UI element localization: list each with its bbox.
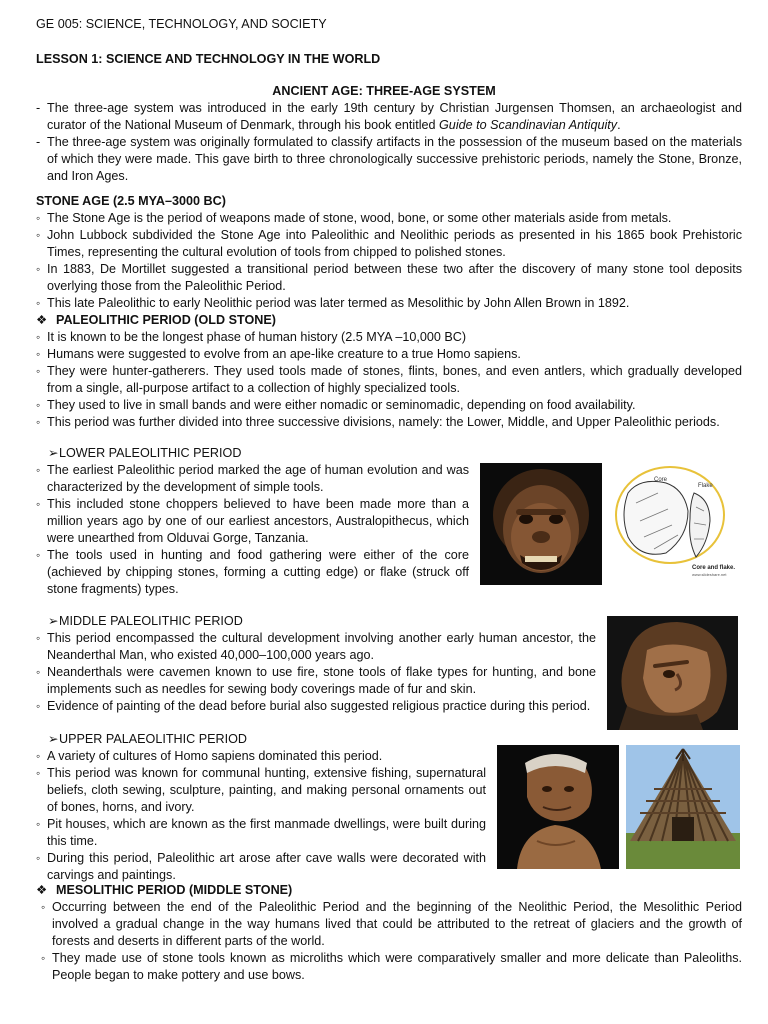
lower-paleolithic-section [36,445,469,598]
diamond-bullet-icon: ❖ [36,313,48,327]
mesolithic-section [36,882,742,984]
paleo-bullet-1: ◦ It is known to be the longest phase of human history (2.5 MYA –10,000 BC) [36,329,742,346]
paleo-bullet-4: ◦ They used to live in small bands and were either nomadic or seminomadic, depending on food availability. [36,397,742,414]
lesson-title: LESSON 1: SCIENCE AND TECHNOLOGY IN THE WORLD [36,52,381,66]
arrow-bullet-icon: ➢ [48,446,59,460]
ancient-bullet-1: - The three-age system was introduced in the early 19th century by Christian Jurgensen Thomsen, an archaeologist and curator of the National Museum of Denmark, through his book entitled Guide to Scandinavian Antiquity. [36,100,742,134]
neanderthal-photo [607,616,738,730]
middle-paleolithic-heading: ➢MIDDLE PALEOLITHIC PERIOD [48,614,243,628]
lower-bullet-2: ◦ This included stone choppers believed to have been made more than a million years ago by one of our earliest ancestors, Australopithecus, which were unearthed from Olduvai Gorge, Tanzania. [36,496,469,547]
middle-bullet-2: ◦ Neanderthals were cavemen known to use fire, stone tools of flake types for hunting, and bone implements such as needles for sewing body coverings made of fur and skin. [36,664,596,698]
stone-bullet-4: ◦ This late Paleolithic to early Neolithic period was later termed as Mesolithic by John Allen Brown in 1892. [36,295,742,312]
middle-bullet-3: ◦ Evidence of painting of the dead before burial also suggested religious practice during this period. [36,698,596,715]
arrow-bullet-icon: ➢ [48,614,59,628]
ancient-age-section [36,100,742,185]
meso-bullet-2: ◦ They made use of stone tools known as microliths which were comparatively smaller and more delicate than Paleoliths. People began to make pottery and use bows. [41,950,742,984]
diagram-credit: www.slideshare.net [692,572,727,577]
pit-house-photo [626,745,740,869]
ancient-bullet-2: - The three-age system was originally formulated to classify artifacts in the possession of the museum based on the materials of which they were made. This gave birth to three chronologically successive prehistoric periods, namely the Stone, Bronze, and Iron Ages. [36,134,742,185]
stone-bullet-1: ◦ The Stone Age is the period of weapons made of stone, wood, bone, or some other materials aside from metals. [36,210,742,227]
upper-bullet-1: ◦ A variety of cultures of Homo sapiens dominated this period. [36,748,486,765]
lower-bullet-3: ◦ The tools used in hunting and food gathering were either of the core (achieved by chipping stones, forming a cutting edge) or flake (struck off stone fragments) types. [36,547,469,598]
paleolithic-heading: ❖ PALEOLITHIC PERIOD (OLD STONE) [36,313,276,327]
paleo-bullet-2: ◦ Humans were suggested to evolve from an ape-like creature to a true Homo sapiens. [36,346,742,363]
homo-sapiens-photo [497,745,619,869]
ancient-age-title: ANCIENT AGE: THREE-AGE SYSTEM [272,84,496,98]
flake-label: Flake [698,483,713,489]
core-label: Core [654,477,668,483]
arrow-bullet-icon: ➢ [48,732,59,746]
diamond-bullet-icon: ❖ [36,883,48,897]
core-flake-diagram [610,463,738,587]
diagram-caption: Core and flake. [692,565,736,571]
book-title: Guide to Scandinavian Antiquity [439,118,618,132]
australopithecus-photo [480,463,602,585]
upper-bullet-4: ◦ During this period, Paleolithic art arose after cave walls were decorated with carvings and paintings. [36,850,486,884]
stone-age-section [36,193,742,431]
lower-paleolithic-heading: ➢LOWER PALEOLITHIC PERIOD [48,446,242,460]
middle-bullet-1: ◦ This period encompassed the cultural development involving another early human ancestor, the Neanderthal Man, who existed 40,000–100,000 years ago. [36,630,596,664]
upper-bullet-2: ◦ This period was known for communal hunting, extensive fishing, supernatural beliefs, cloth sewing, sculpture, painting, and making personal ornaments out of bones, horns, and ivory. [36,765,486,816]
paleo-bullet-3: ◦ They were hunter-gatherers. They used tools made of stones, flints, bones, and even antlers, which gradually developed from a single, all-purpose artifact to a collection of highly specialized tools. [36,363,742,397]
stone-bullet-3: ◦ In 1883, De Mortillet suggested a transitional period between these two after the discovery of many stone tool deposits overlying those from the Paleolithic Period. [36,261,742,295]
stone-age-heading: STONE AGE (2.5 MYA–3000 BC) [36,194,226,208]
paleo-bullet-5: ◦ This period was further divided into three successive divisions, namely: the Lower, Middle, and Upper Paleolithic periods. [36,414,742,431]
meso-bullet-1: ◦ Occurring between the end of the Paleolithic Period and the beginning of the Neolithic Period, the Mesolithic Period involved a gradual change in the way humans lived that could be attributed to the retreat of glaciers and the growth of forests and deserts in different parts of the world. [41,899,742,950]
mesolithic-heading: ❖ MESOLITHIC PERIOD (MIDDLE STONE) [36,883,293,897]
upper-bullet-3: ◦ Pit houses, which are known as the first manmade dwellings, were built during this time. [36,816,486,850]
middle-paleolithic-section [36,613,596,715]
lower-bullet-1: ◦ The earliest Paleolithic period marked the age of human evolution and was characterized by the development of simple tools. [36,462,469,496]
stone-bullet-2: ◦ John Lubbock subdivided the Stone Age into Paleolithic and Neolithic periods as presented in his 1865 book Prehistoric Times, representing the cultural evolution of tools from chipped to polished stones. [36,227,742,261]
upper-palaeolithic-section [36,731,486,884]
upper-palaeolithic-heading: ➢UPPER PALAEOLITHIC PERIOD [48,732,248,746]
course-header: GE 005: SCIENCE, TECHNOLOGY, AND SOCIETY [36,17,327,31]
